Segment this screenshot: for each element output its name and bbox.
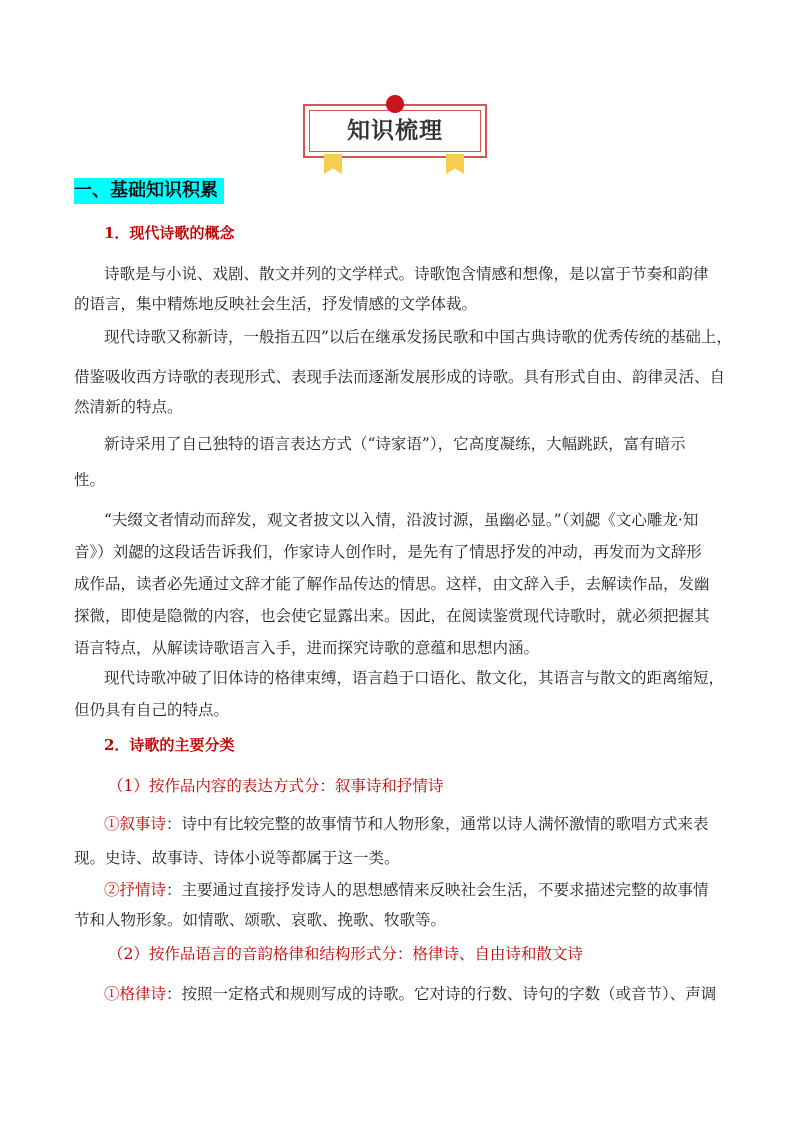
paragraph-line: 新诗采用了自己独特的语言表达方式（“诗家语”），它高度凝练，大幅跳跃，富有暗示 [104,435,686,453]
definition-lyric [104,878,709,900]
term-text: ：诗中有比较完整的故事情节和人物形象，通常以诗人满怀激情的歌唱方式来表 [166,815,709,833]
term-label: ②抒情诗 [104,881,167,899]
definition-narrative [104,812,709,834]
badge-dot-icon [386,95,404,113]
term-text: ：主要通过直接抒发诗人的思想感情来反映社会生活，不要求描述完整的故事情 [166,881,709,899]
paragraph-line: 诗歌是与小说、戏剧、散文并列的文学样式。诗歌饱含情感和想像，是以富于节奏和韵律 [104,265,709,283]
paragraph-line: 成作品，读者必先通过文辞才能了解作品传达的情思。这样，由文辞入手，去解读作品，发幽 [74,575,710,593]
knowledge-badge [300,96,490,174]
term-label: ①叙事诗 [104,815,167,833]
paragraph-line: 现代诗歌又称新诗，一般指五四”以后在继承发扬民歌和中国古典诗歌的优秀传统的基础上， [104,328,732,346]
category-heading-content: （1）按作品内容的表达方式分：叙事诗和抒情诗 [108,777,444,795]
paragraph-line: 性。 [74,471,106,489]
ribbon-left-icon [324,154,342,174]
paragraph-line: 的语言，集中精炼地反映社会生活，抒发情感的文学体裁。 [74,295,478,313]
paragraph-line: 但仍具有自己的特点。 [74,701,230,719]
paragraph-line: 音》）刘勰的这段话告诉我们，作家诗人创作时，是先有了情思抒发的冲动，再发而为文辞形 [74,543,702,561]
paragraph-line: 探微，即使是隐微的内容，也会使它显露出来。因此，在阅读鉴赏现代诗歌时，就必须把握其 [74,607,710,625]
definition-metric [104,982,716,1004]
page-title: 知识梳理 [347,118,443,144]
section-heading: 一、基础知识积累 [74,178,224,204]
paragraph-line: 节和人物形象。如情歌、颂歌、哀歌、挽歌、牧歌等。 [74,911,447,929]
paragraph-line: 现。史诗、故事诗、诗体小说等都属于这一类。 [74,849,400,867]
paragraph-line: 语言特点，从解读诗歌语言入手，进而探究诗歌的意蕴和思想内涵。 [74,639,540,657]
category-heading-form: （2）按作品语言的音韵格律和结构形式分：格律诗、自由诗和散文诗 [108,945,583,963]
term-label: ①格律诗 [104,985,167,1003]
subsection-heading-concept: 1．现代诗歌的概念 [104,224,235,242]
paragraph-line: 借鉴吸收西方诗歌的表现形式、表现手法而逐渐发展形成的诗歌。具有形式自由、韵律灵活、自 [74,368,726,386]
paragraph-line: 然清新的特点。 [74,398,183,416]
subsection-heading-categories: 2．诗歌的主要分类 [104,736,235,754]
paragraph-line: “夫缀文者情动而辞发，观文者披文以入情，沿波讨源，虽幽必显。”（刘勰《文心雕龙·知 [104,511,699,529]
ribbon-right-icon [446,154,464,174]
paragraph-line: 现代诗歌冲破了旧体诗的格律束缚，语言趋于口语化、散文化，其语言与散文的距离缩短， [104,669,725,687]
term-text: ：按照一定格式和规则写成的诗歌。它对诗的行数、诗句的字数（或音节）、声调 [166,985,717,1003]
